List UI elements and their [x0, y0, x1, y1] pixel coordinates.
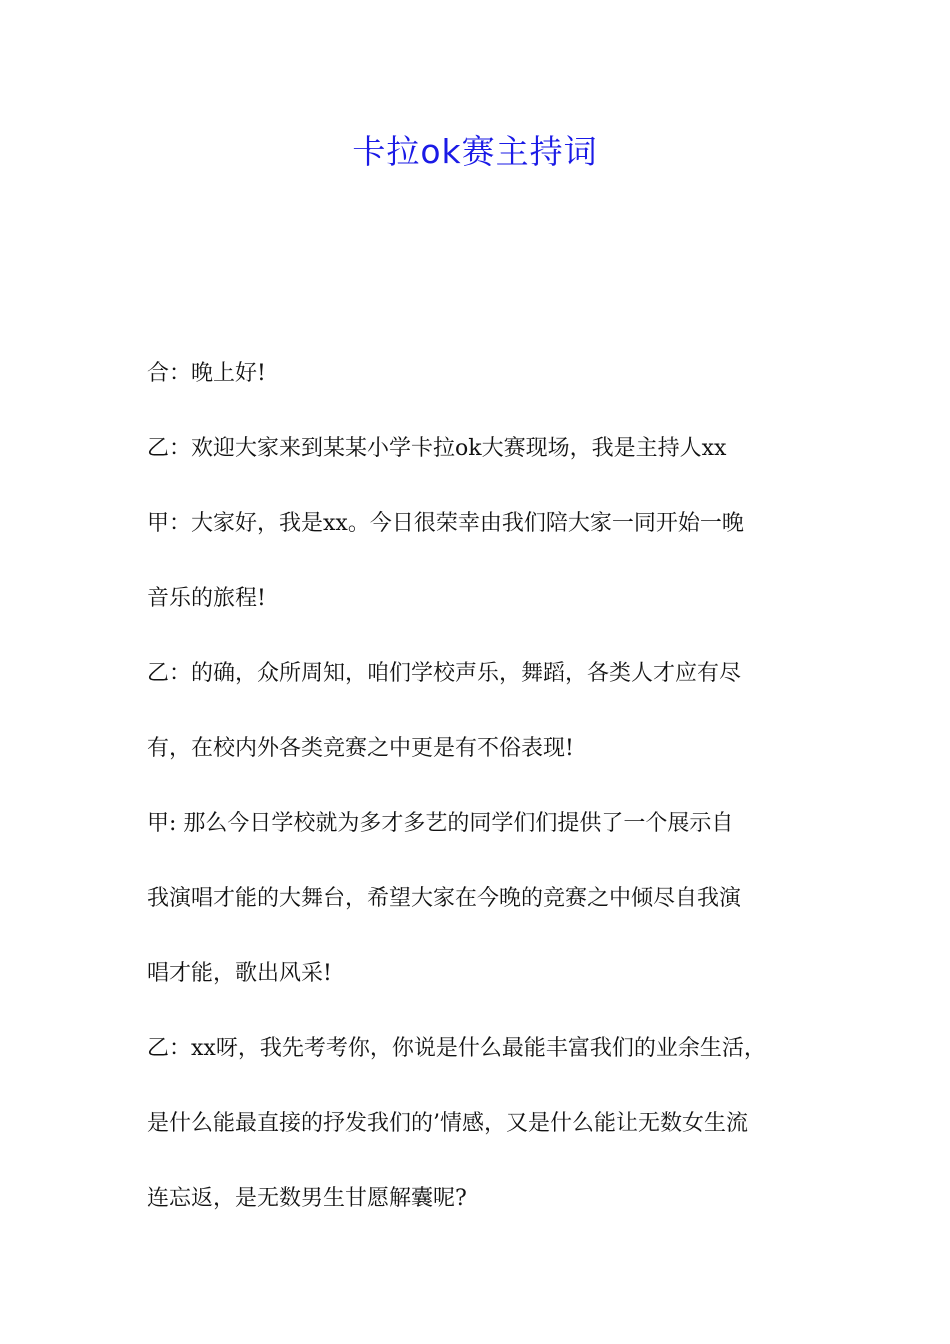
text-line: 是什么能最直接的抒发我们的’情感，又是什么能让无数女生流	[147, 1111, 748, 1136]
text-line: 我演唱才能的大舞台，希望大家在今晚的竞赛之中倾尽自我演	[147, 886, 742, 911]
text-line: 唱才能，歌出风采!	[147, 961, 332, 986]
text-line: 乙：欢迎大家来到某某小学卡拉ok大赛现场，我是主持人xx	[147, 436, 727, 461]
text-line: 甲: 那么今日学校就为多才多艺的同学们们提供了一个展示自	[147, 811, 734, 836]
document-body	[147, 336, 837, 1236]
text-line: 乙：xx呀，我先考考你，你说是什么最能丰富我们的业余生活，	[147, 1036, 766, 1061]
text-line: 连忘返，是无数男生甘愿解囊呢?	[147, 1186, 467, 1211]
text-line: 甲：大家好，我是xx。今日很荣幸由我们陪大家一同开始一晚	[147, 511, 744, 536]
document-title: 卡拉ok赛主持词	[352, 132, 598, 171]
text-line: 音乐的旅程!	[147, 586, 266, 611]
text-line: 乙：的确，众所周知，咱们学校声乐，舞蹈，各类人才应有尽	[147, 661, 742, 686]
text-line: 有，在校内外各类竞赛之中更是有不俗表现!	[147, 736, 574, 761]
text-line: 合：晚上好!	[147, 361, 266, 386]
